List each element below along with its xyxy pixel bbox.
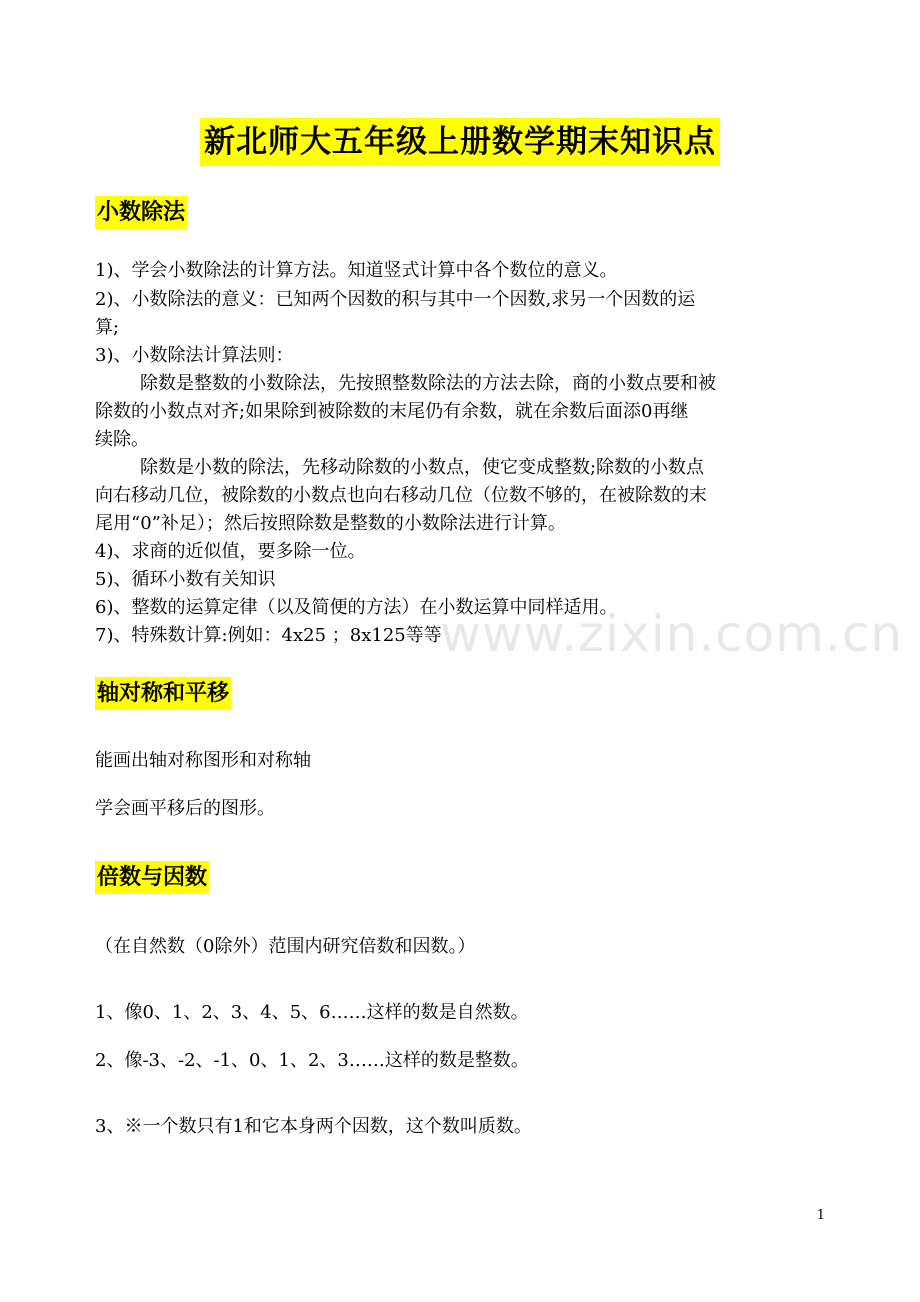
watermark: www.zixin.com.cn	[440, 605, 904, 663]
paragraph-line: 5)、循环小数有关知识	[95, 569, 276, 590]
paragraph-line: 尾用“0”补足）；然后按照除数是整数的小数除法进行计算。	[95, 513, 566, 534]
section-heading-symmetry: 轴对称和平移	[95, 677, 231, 710]
document-title: 新北师大五年级上册数学期末知识点	[200, 118, 720, 166]
paragraph-line: 学会画平移后的图形。	[95, 798, 275, 819]
paragraph-line: 2、像-3、-2、-1、0、1、2、3……这样的数是整数。	[95, 1050, 529, 1071]
paragraph-line: 除数的小数点对齐;如果除到被除数的末尾仍有余数，就在余数后面添0再继	[95, 401, 689, 422]
paragraph-line: 1)、学会小数除法的计算方法。知道竖式计算中各个数位的意义。	[95, 260, 618, 281]
paragraph-line: 除数是整数的小数除法，先按照整数除法的方法去除，商的小数点要和被	[140, 373, 716, 394]
paragraph-line: 4)、求商的近似值，要多除一位。	[95, 541, 366, 562]
section-heading-multiples-factors: 倍数与因数	[95, 861, 209, 894]
paragraph-line: 向右移动几位，被除数的小数点也向右移动几位（位数不够的，在被除数的末	[95, 485, 707, 506]
section-heading-decimal-division: 小数除法	[95, 196, 187, 229]
title-wrap	[0, 118, 920, 166]
paragraph-line: 能画出轴对称图形和对称轴	[95, 750, 311, 771]
paragraph-line: （在自然数（0除外）范围内研究倍数和因数。）	[95, 936, 476, 957]
paragraph-line: 1、像0、1、2、3、4、5、6……这样的数是自然数。	[95, 1002, 529, 1023]
paragraph-line: 3、※一个数只有1和它本身两个因数，这个数叫质数。	[95, 1116, 532, 1137]
paragraph-line: 算;	[95, 317, 120, 338]
paragraph-line: 7)、特殊数计算:例如：4x25 ；8x125等等	[95, 625, 442, 646]
page-number: 1	[816, 1208, 825, 1223]
paragraph-line: 续除。	[95, 429, 149, 450]
paragraph-line: 6)、整数的运算定律（以及简便的方法）在小数运算中同样适用。	[95, 597, 618, 618]
paragraph-line: 除数是小数的除法，先移动除数的小数点，使它变成整数;除数的小数点	[140, 457, 705, 478]
paragraph-line: 2)、小数除法的意义：已知两个因数的积与其中一个因数,求另一个因数的运	[95, 289, 696, 310]
paragraph-line: 3)、小数除法计算法则：	[95, 345, 294, 366]
